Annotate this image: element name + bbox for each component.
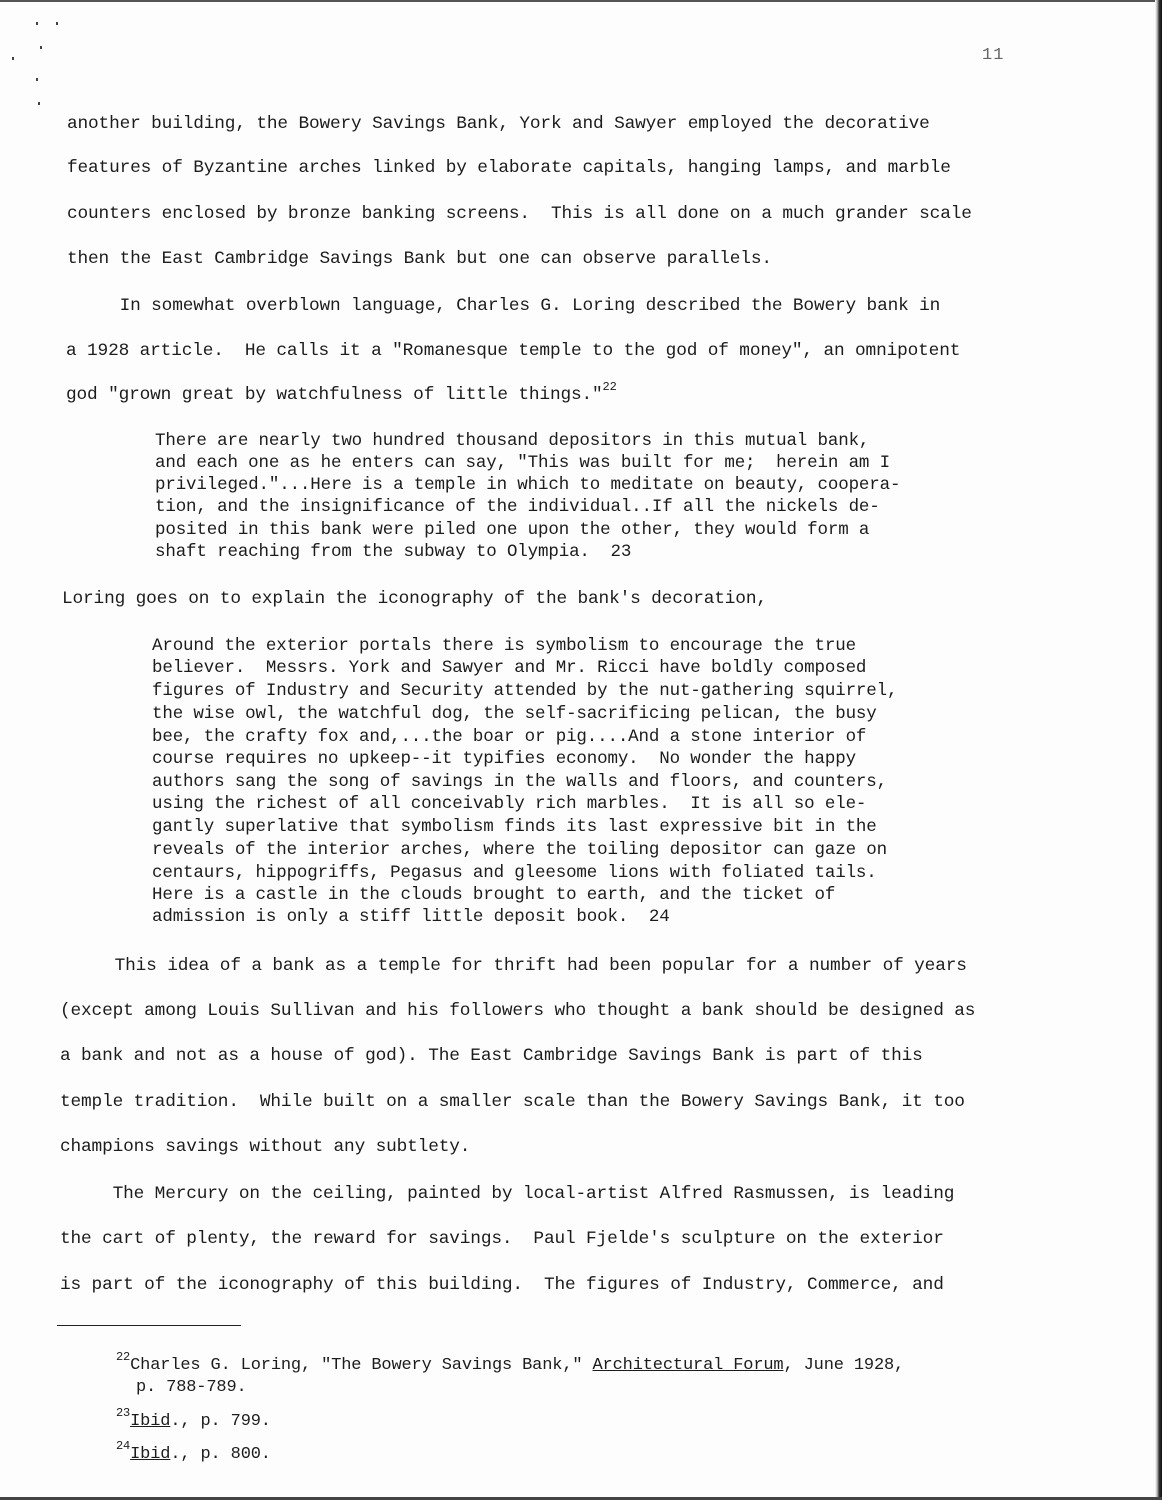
quote-line: believer. Messrs. York and Sawyer and Mr. Ricci have boldly composed	[152, 658, 867, 678]
body-line: (except among Louis Sullivan and his followers who thought a bank should be designed as	[60, 1001, 976, 1021]
scan-speck	[12, 57, 14, 60]
quote-line: centaurs, hippogriffs, Pegasus and gleesome lions with foliated tails.	[152, 863, 877, 883]
footnote-text: ., p. 800.	[170, 1445, 271, 1464]
scan-speck	[38, 102, 40, 105]
scan-speck	[56, 22, 58, 25]
quote-line: course requires no upkeep--it typifies economy. No wonder the happy	[152, 749, 856, 769]
quote-line: using the richest of all conceivably rich marbles. It is all so ele-	[152, 794, 867, 814]
quote-line: admission is only a stiff little deposit book. 24	[152, 907, 670, 927]
scan-edge-right	[1155, 0, 1162, 1500]
quote-line: and each one as he enters can say, "This was built for me; herein am I	[155, 453, 890, 473]
footnote-23	[116, 1406, 271, 1433]
quote-line: gantly superlative that symbolism finds its last expressive bit in the	[152, 817, 877, 837]
body-line: counters enclosed by bronze banking screens. This is all done on a much grander scale	[67, 204, 972, 224]
body-line: another building, the Bowery Savings Bank, York and Sawyer employed the decorative	[67, 114, 930, 134]
scan-speck	[36, 78, 38, 81]
body-line: is part of the iconography of this building. The figures of Industry, Commerce, and	[60, 1275, 944, 1295]
footnote-ref-22: 22	[602, 380, 617, 394]
scan-speck	[36, 22, 38, 25]
quote-line: the wise owl, the watchful dog, the self-sacrificing pelican, the busy	[152, 704, 877, 724]
body-line: a bank and not as a house of god). The East Cambridge Savings Bank is part of this	[60, 1046, 923, 1066]
quote-line: Around the exterior portals there is symbolism to encourage the true	[152, 636, 856, 656]
scan-speck	[40, 46, 42, 49]
body-line: temple tradition. While built on a smaller scale than the Bowery Savings Bank, it too	[60, 1092, 965, 1112]
footnote-text: Charles G. Loring, "The Bowery Savings Bank,"	[130, 1356, 593, 1375]
quote-line: reveals of the interior arches, where the toiling depositor can gaze on	[152, 840, 887, 860]
quote-line: figures of Industry and Security attended by the nut-gathering squirrel,	[152, 681, 898, 701]
quote-line: tion, and the insignificance of the individual..If all the nickels de-	[155, 497, 880, 517]
footnote-24	[116, 1439, 271, 1466]
page-number: 11	[982, 46, 1005, 65]
body-line: features of Byzantine arches linked by elaborate capitals, hanging lamps, and marble	[67, 158, 951, 178]
footnote-22	[116, 1350, 905, 1377]
quote-line: bee, the crafty fox and,...the boar or pig....And a stone interior of	[152, 727, 867, 747]
body-line: the cart of plenty, the reward for savings. Paul Fjelde's sculpture on the exterior	[60, 1229, 944, 1249]
footnote-journal-title: Architectural Forum	[592, 1356, 784, 1375]
body-line: The Mercury on the ceiling, painted by local-artist Alfred Rasmussen, is leading	[60, 1184, 955, 1204]
scan-edge-top	[0, 0, 1162, 2]
footnote-ibid: Ibid	[130, 1445, 171, 1464]
transition-line: Loring goes on to explain the iconography of the bank's decoration,	[62, 589, 767, 609]
quote-line: posited in this bank were piled one upon the other, they would form a	[155, 520, 870, 540]
footnote-number: 22	[116, 1350, 131, 1364]
body-line-with-footnote	[66, 380, 617, 406]
footnote-ibid: Ibid	[130, 1412, 171, 1431]
footnote-text: ., p. 799.	[170, 1412, 271, 1431]
footnote-number: 23	[116, 1406, 131, 1420]
body-line: In somewhat overblown language, Charles G. Loring described the Bowery bank in	[67, 296, 941, 316]
quote-line: There are nearly two hundred thousand depositors in this mutual bank,	[155, 431, 870, 451]
footnote-number: 24	[116, 1439, 131, 1453]
quote-line: authors sang the song of savings in the walls and floors, and counters,	[152, 772, 887, 792]
footnote-text: , June 1928,	[783, 1356, 905, 1375]
quote-line: shaft reaching from the subway to Olympia. 23	[155, 542, 632, 562]
quote-line: Here is a castle in the clouds brought to earth, and the ticket of	[152, 885, 836, 905]
footnote-separator	[57, 1325, 241, 1326]
body-text: god "grown great by watchfulness of little things."	[66, 385, 603, 405]
body-line: then the East Cambridge Savings Bank but one can observe parallels.	[67, 249, 772, 269]
body-line: a 1928 article. He calls it a "Romanesque temple to the god of money", an omnipotent	[66, 341, 961, 361]
body-line: This idea of a bank as a temple for thrift had been popular for a number of years	[62, 956, 967, 976]
quote-line: privileged."...Here is a temple in which to meditate on beauty, coopera-	[155, 475, 901, 495]
footnote-22-continuation: p. 788-789.	[136, 1378, 247, 1397]
body-line: champions savings without any subtlety.	[60, 1137, 471, 1157]
